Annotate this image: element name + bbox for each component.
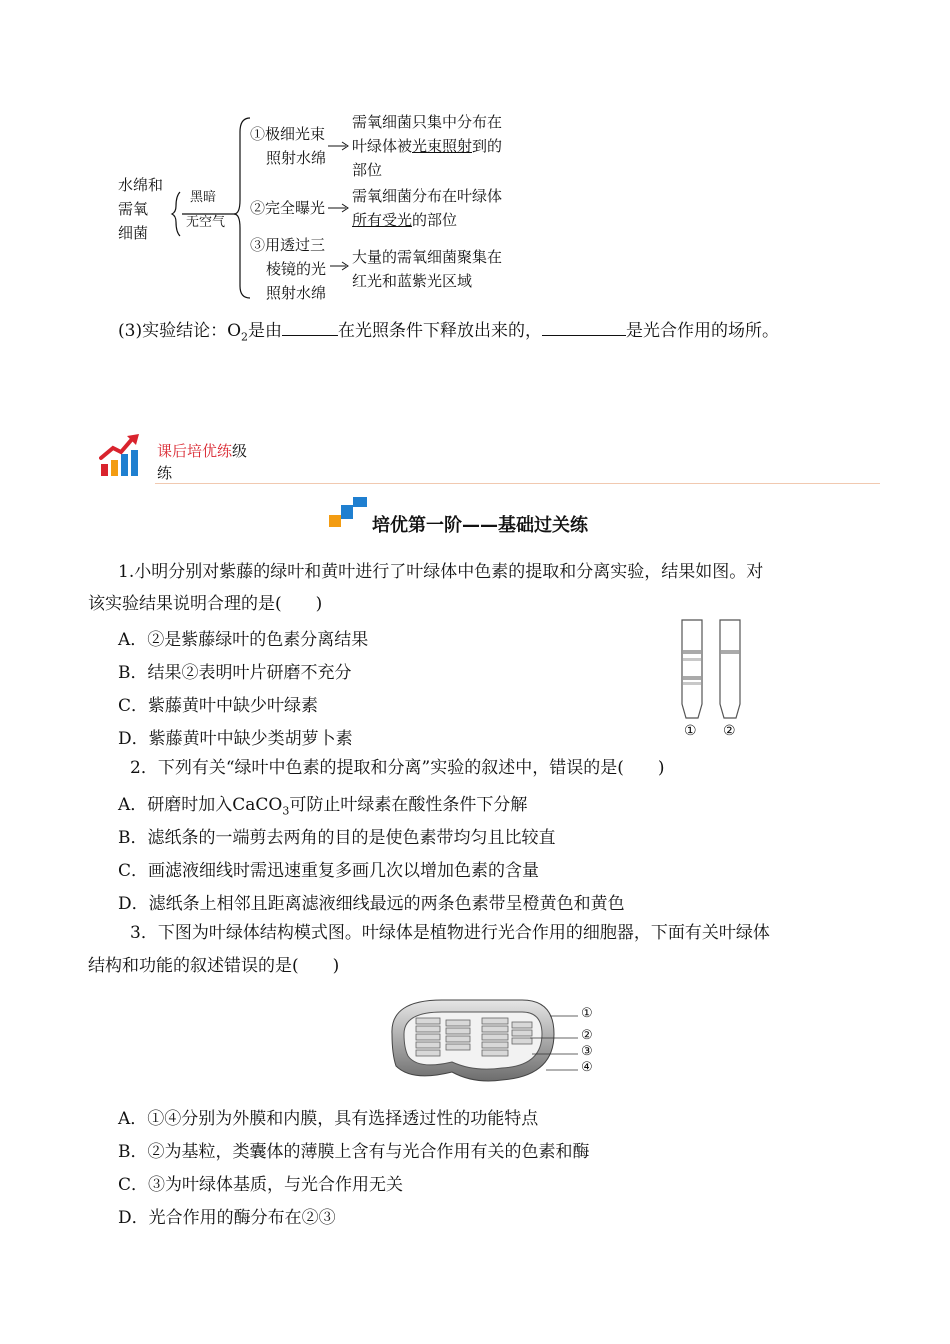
q1-stem-line2: 该实验结果说明合理的是( )	[88, 594, 323, 614]
branch2-result-1: 需氧细菌分布在叶绿体	[352, 187, 503, 205]
level-title: 培优第一阶——基础过关练	[372, 515, 588, 536]
steps-icon	[327, 497, 371, 529]
chromatography-strips-figure	[676, 618, 746, 722]
q3-option-d[interactable]: D．光合作用的酶分布在②③	[118, 1208, 336, 1228]
branch3-condition-3: 照射水绵	[266, 284, 327, 302]
branch1-result-2: 叶绿体被光束照射到的	[352, 137, 503, 155]
branch3-result-1: 大量的需氧细菌聚集在	[352, 248, 503, 266]
q2-option-b[interactable]: B．滤纸条的一端剪去两角的目的是使色素带均匀且比较直	[118, 828, 556, 848]
branch3-result-2: 红光和蓝紫光区域	[352, 272, 473, 290]
chloroplast-label-2: ②	[581, 1028, 593, 1043]
branch3-condition-1: ③用透过三	[250, 236, 326, 254]
chloroplast-label-1: ①	[581, 1006, 593, 1021]
q3-stem-line2: 结构和功能的叙述错误的是( )	[88, 956, 340, 976]
strip-label-2: ②	[723, 723, 736, 739]
q1-option-a[interactable]: A．②是紫藤绿叶的色素分离结果	[118, 630, 369, 650]
q2-option-a[interactable]: A．研磨时加入CaCO$_3$可防止叶绿素在酸性条件下分解	[118, 795, 528, 818]
branch1-result-3: 部位	[352, 161, 383, 179]
q1-option-c[interactable]: C．紫藤黄叶中缺少叶绿素	[118, 696, 319, 716]
q2-option-d[interactable]: D．滤纸条上相邻且距离滤液细线最远的两条色素带呈橙黄色和黄色	[118, 894, 625, 914]
section-divider	[155, 483, 880, 484]
blank-1[interactable]	[282, 319, 338, 336]
branch2-condition: ②完全曝光	[250, 199, 326, 217]
chloroplast-structure-figure	[382, 994, 602, 1090]
branch3-condition-2: 棱镜的光	[266, 260, 327, 278]
diagram-left-label-3: 细菌	[118, 224, 149, 242]
section-header-title: 课后培优练级	[157, 442, 248, 460]
q1-option-b[interactable]: B．结果②表明叶片研磨不充分	[118, 663, 352, 683]
chloroplast-label-3: ③	[581, 1044, 593, 1059]
q3-option-c[interactable]: C．③为叶绿体基质，与光合作用无关	[118, 1175, 404, 1195]
diagram-arrow-top-label: 黑暗	[190, 190, 217, 205]
branch1-condition-1: ①极细光束	[250, 125, 326, 143]
branch1-condition-2: 照射水绵	[266, 149, 327, 167]
conclusion-line: (3)实验结论：$O_2$是由 在光照条件下释放出来的， 是光合作用的场所。	[118, 321, 780, 344]
strip-2	[720, 620, 740, 718]
q3-stem-line1: 3．下图为叶绿体结构模式图。叶绿体是植物进行光合作用的细胞器，下面有关叶绿体	[130, 923, 770, 943]
q2-option-c[interactable]: C．画滤液细线时需迅速重复多画几次以增加色素的含量	[118, 861, 540, 881]
strip-1	[682, 620, 702, 718]
section-header-line2: 练	[157, 464, 173, 482]
growth-chart-icon	[99, 432, 143, 478]
q1-stem-line1: 1.小明分别对紫藤的绿叶和黄叶进行了叶绿体中色素的提取和分离实验，结果如图。对	[118, 562, 764, 582]
diagram-left-label-2: 需氧	[118, 200, 149, 218]
strip-label-1: ①	[684, 723, 697, 739]
branch2-result-2: 所有受光的部位	[352, 211, 458, 229]
q1-option-d[interactable]: D．紫藤黄叶中缺少类胡萝卜素	[118, 729, 353, 749]
chloroplast-label-4: ④	[581, 1060, 593, 1075]
diagram-left-label-1: 水绵和	[118, 176, 164, 194]
diagram-arrow-bottom-label: 无空气	[186, 215, 226, 230]
branch1-result-1: 需氧细菌只集中分布在	[352, 113, 503, 131]
q2-stem: 2．下列有关“绿叶中色素的提取和分离”实验的叙述中，错误的是( )	[130, 758, 665, 778]
q3-option-a[interactable]: A．①④分别为外膜和内膜，具有选择透过性的功能特点	[118, 1109, 539, 1129]
q3-option-b[interactable]: B．②为基粒，类囊体的薄膜上含有与光合作用有关的色素和酶	[118, 1142, 590, 1162]
blank-2[interactable]	[542, 319, 626, 336]
